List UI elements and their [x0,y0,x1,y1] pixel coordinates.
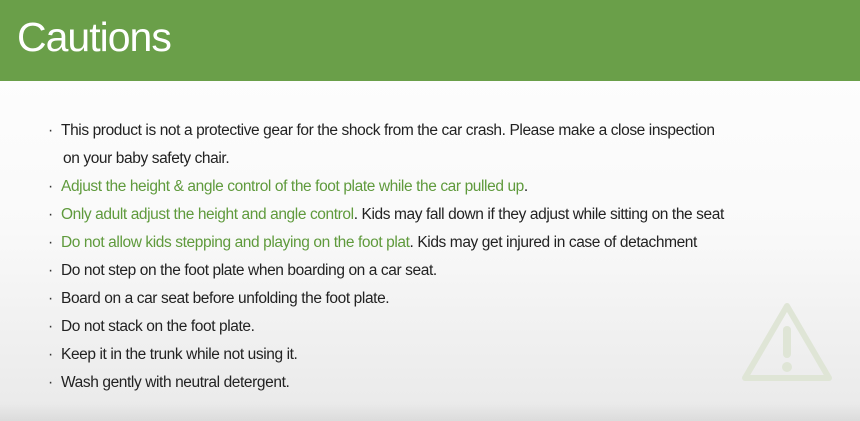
bullet: · [48,206,53,223]
caution-item [48,117,848,173]
bullet: · [48,318,53,335]
caution-text: Do not stack on the foot plate. [61,318,255,335]
warning-triangle-icon [741,302,833,384]
caution-text: Wash gently with neutral detergent. [61,374,290,391]
caution-item [48,173,848,201]
caution-item [48,341,848,369]
bullet: · [48,346,53,363]
bullet: · [48,262,53,279]
caution-item [48,313,848,341]
caution-highlight: Do not allow kids stepping and playing on the foot plat [61,234,410,251]
caution-item [48,285,848,313]
caution-highlight: Adjust the height & angle control of the foot plate while the car pulled up [61,178,524,195]
caution-text: . [523,178,528,195]
bullet: · [48,290,53,307]
caution-item [48,257,848,285]
bottom-shadow [0,403,860,421]
header-banner [0,0,860,81]
caution-text: Do not step on the foot plate when boarding on a car seat. [61,262,437,279]
caution-text: . Kids may get injured in case of detachment [409,234,697,251]
cautions-list [48,117,848,397]
caution-highlight: Only adult adjust the height and angle control [61,206,354,223]
caution-text-continued: on your baby safety chair. [63,150,230,167]
page-title: Cautions [17,14,171,60]
caution-item [48,201,848,229]
bullet: · [48,122,53,139]
caution-text: Keep it in the trunk while not using it. [61,346,298,363]
caution-item [48,229,848,257]
bullet: · [48,178,53,195]
caution-text: . Kids may fall down if they adjust while sitting on the seat [353,206,724,223]
bullet: · [48,374,53,391]
bullet: · [48,234,53,251]
caution-text: Board on a car seat before unfolding the foot plate. [61,290,390,307]
caution-item [48,369,848,397]
caution-text: This product is not a protective gear for the shock from the car crash. Please make a close inspection [61,122,715,139]
